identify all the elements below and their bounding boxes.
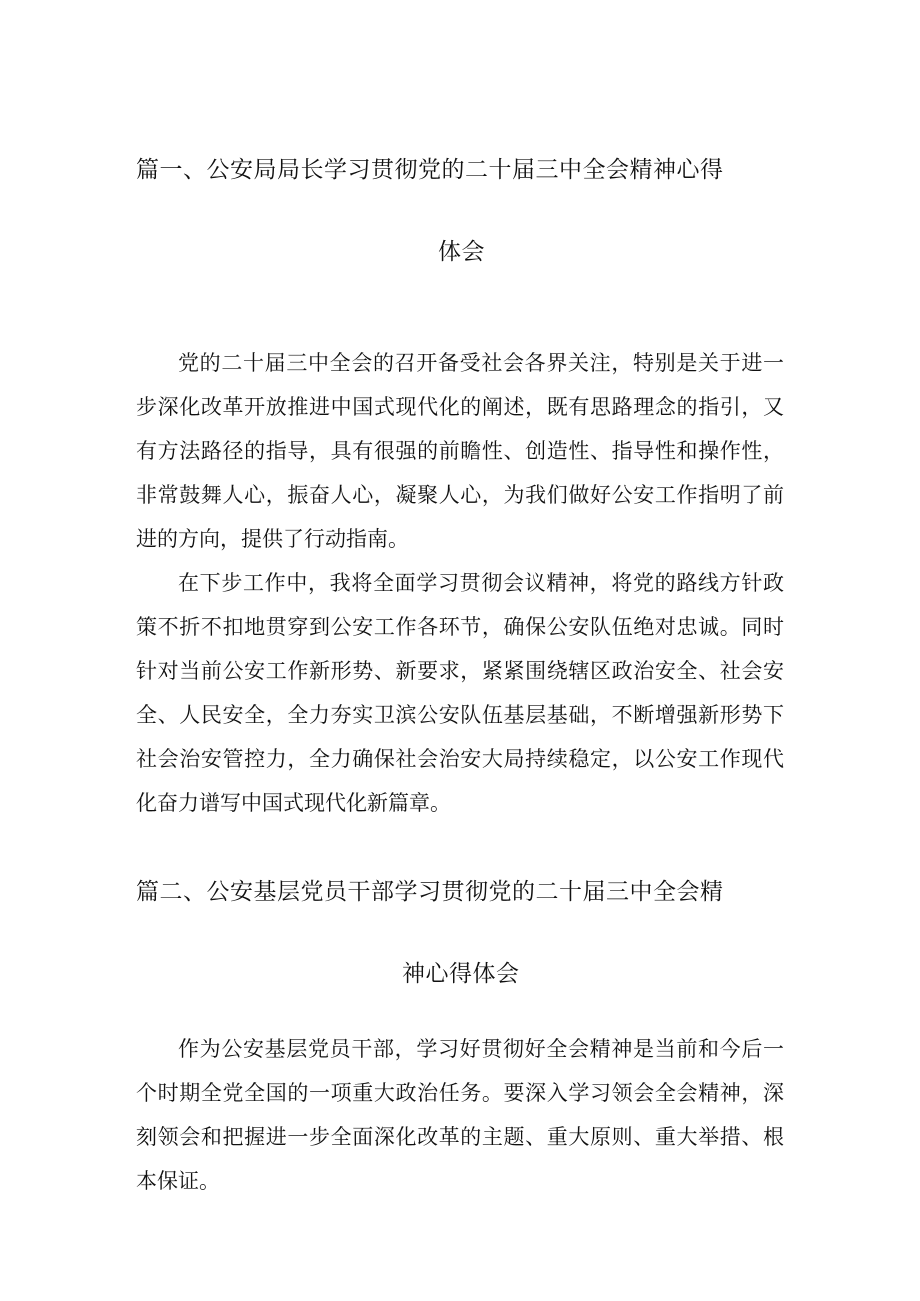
section-2-title-line-1: 篇二、公安基层党员干部学习贯彻党的二十届三中全会精 — [136, 879, 724, 905]
section-2-paragraph-1: 作为公安基层党员干部，学习好贯彻好全会精神是当前和今后一个时期全党全国的一项重大政治任务。要深入学习领会全会精神，深刻领会和把握进一步全面深化改革的主题、重大原则、重大举措、根本保证。 — [136, 1037, 784, 1193]
section-1-paragraph-2: 在下步工作中，我将全面学习贯彻会议精神，将党的路线方针政策不折不扣地贯穿到公安工作各环节，确保公安队伍绝对忠诚。同时针对当前公安工作新形势、新要求，紧紧围绕辖区政治安全、社会安全、人民安全，全力夯实卫滨公安队伍基层基础，不断增强新形势下社会治安管控力，全力确保社会治安大局持续稳定，以公安工作现代化奋力谱写中国式现代化新篇章。 — [136, 571, 784, 815]
section-1-body — [136, 341, 784, 825]
section-1-paragraph-1: 党的二十届三中全会的召开备受社会各界关注，特别是关于进一步深化改革开放推进中国式现代化的阐述，既有思路理念的指引，又有方法路径的指导，具有很强的前瞻性、创造性、指导性和操作性，非常鼓舞人心，振奋人心，凝聚人心，为我们做好公安工作指明了前进的方向，提供了行动指南。 — [136, 351, 784, 551]
section-1-title — [136, 155, 786, 267]
section-2-body — [136, 1027, 784, 1203]
section-1-title-line-2: 体会 — [438, 239, 485, 265]
section-2-title-line-2: 神心得体会 — [402, 961, 520, 987]
section-2-title — [136, 877, 786, 989]
section-1-title-line-1: 篇一、公安局局长学习贯彻党的二十届三中全会精神心得 — [136, 157, 724, 183]
